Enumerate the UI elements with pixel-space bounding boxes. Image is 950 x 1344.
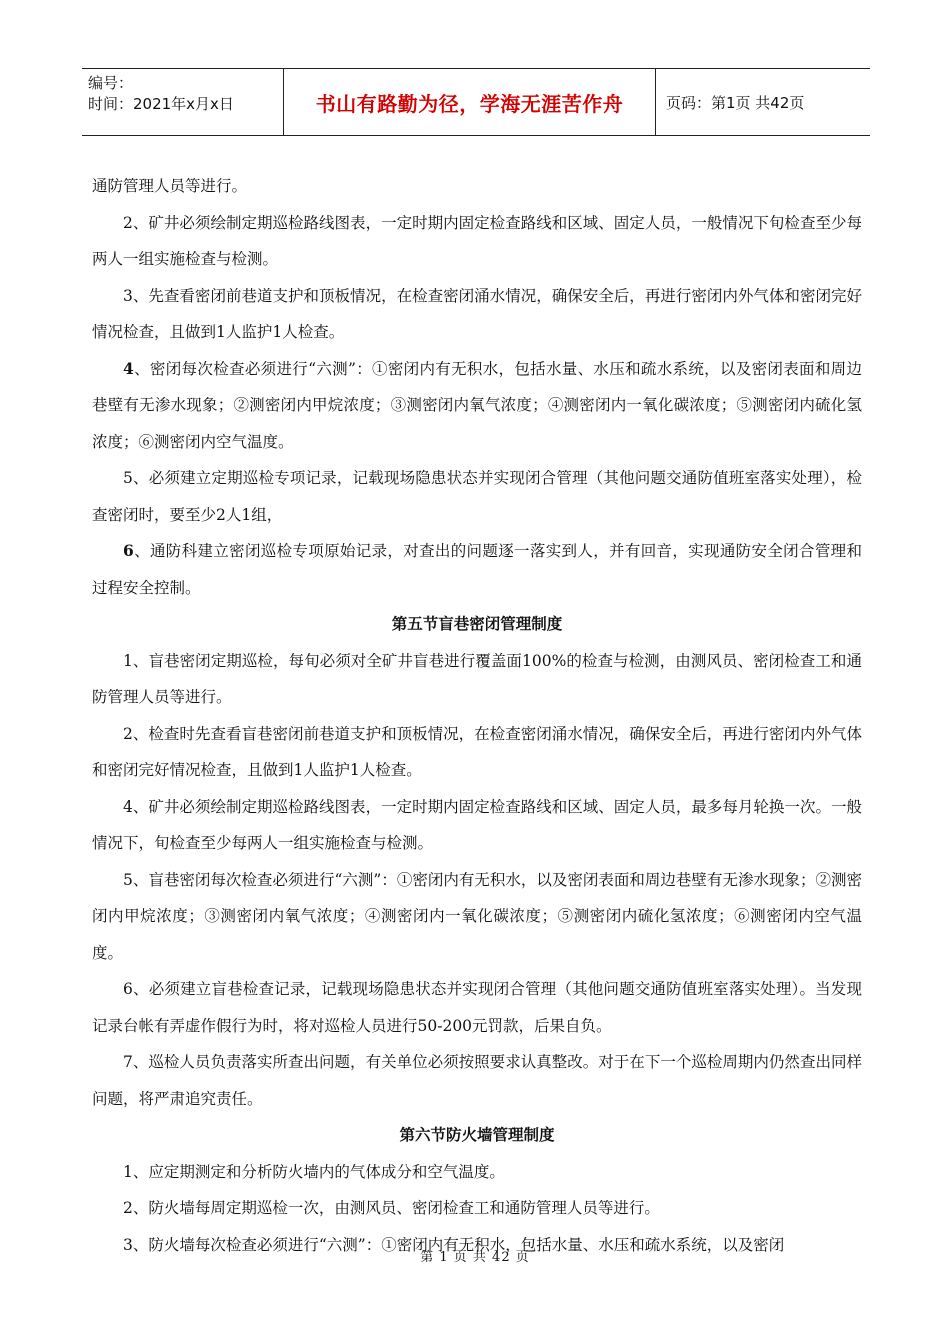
paragraph <box>92 351 862 461</box>
paragraph-text: 、密闭每次检查必须进行“六测”：①密闭内有无积水，包括水量、水压和疏水系统，以及密闭表面和周边巷壁有无渗水现象；②测密闭内甲烷浓度；③测密闭内氧气浓度；④测密闭内一氧化碳浓度；⑤测密闭内硫化氢浓度；⑥测密闭内空气温度。 <box>92 359 862 451</box>
section-title: 第六节防火墙管理制度 <box>399 1126 555 1144</box>
paragraph: 2、矿井必须绘制定期巡检路线图表，一定时期内固定检查路线和区域、固定人员，一般情况下旬检查至少每两人一组实施检查与检测。 <box>92 213 862 268</box>
item-number: 4 <box>123 358 134 378</box>
page-footer: 第 1 页 共 42 页 <box>420 1250 530 1265</box>
paragraph: 3、防火墙每次检查必须进行“六测”：①密闭内有无积水，包括水量、水压和疏水系统，以及密闭 <box>123 1235 785 1254</box>
section-title: 第五节盲巷密闭管理制度 <box>391 615 563 633</box>
paragraph: 5、盲巷密闭每次检查必须进行“六测”：①密闭内有无积水，以及密闭表面和周边巷壁有无渗水现象；②测密闭内甲烷浓度；③测密闭内氧气浓度；④测密闭内一氧化碳浓度；⑤测密闭内硫化氢浓度；⑥测密闭内空气温度。 <box>92 870 862 962</box>
paragraph <box>92 533 862 606</box>
paragraph: 通防管理人员等进行。 <box>92 177 248 195</box>
page-header <box>82 68 870 136</box>
paragraph: 2、检查时先查看盲巷密闭前巷道支护和顶板情况，在检查密闭涌水情况，确保安全后，再进行密闭内外气体和密闭完好情况检查，且做到1人监护1人检查。 <box>92 724 862 779</box>
paragraph: 6、必须建立盲巷检查记录，记载现场隐患状态并实现闭合管理（其他问题交通防值班室落实处理）。当发现记录台帐有弄虚作假行为时，将对巡检人员进行50-200元罚款，后果自负。 <box>92 980 862 1035</box>
paragraph: 5、必须建立定期巡检专项记录，记载现场隐患状态并实现闭合管理（其他问题交通防值班室落实处理），检查密闭时，要至少2人1组， <box>92 469 862 524</box>
header-meta <box>82 69 284 135</box>
paragraph: 1、盲巷密闭定期巡检，每旬必须对全矿井盲巷进行覆盖面100%的检查与检测，由测风员、密闭检查工和通防管理人员等进行。 <box>92 651 862 706</box>
item-number: 6 <box>123 541 134 560</box>
paragraph: 2、防火墙每周定期巡检一次，由测风员、密闭检查工和通防管理人员等进行。 <box>123 1199 660 1217</box>
paragraph: 1、应定期测定和分析防火墙内的气体成分和空气温度。 <box>123 1162 505 1181</box>
header-page-info: 页码：第1页 共42页 <box>666 93 805 112</box>
paragraph: 3、先查看密闭前巷道支护和顶板情况，在检查密闭涌水情况，确保安全后，再进行密闭内外气体和密闭完好情况检查，且做到1人监护1人检查。 <box>92 286 862 341</box>
paragraph-text: 、通防科建立密闭巡检专项原始记录，对查出的问题逐一落实到人，并有回音，实现通防安全闭合管理和过程安全控制。 <box>92 542 862 597</box>
doc-number-label: 编号： <box>88 74 134 92</box>
header-motto: 书山有路勤为径，学海无涯苦作舟 <box>284 69 656 135</box>
paragraph: 4、矿井必须绘制定期巡检路线图表，一定时期内固定检查路线和区域、固定人员，最多每月轮换一次。一般情况下，旬检查至少每两人一组实施检查与检测。 <box>92 797 862 852</box>
document-body <box>92 168 862 1263</box>
doc-date: 时间：2021年x月x日 <box>88 95 234 113</box>
paragraph: 7、巡检人员负责落实所查出问题，有关单位必须按照要求认真整改。对于在下一个巡检周期内仍然查出同样问题，将严肃追究责任。 <box>92 1053 862 1108</box>
